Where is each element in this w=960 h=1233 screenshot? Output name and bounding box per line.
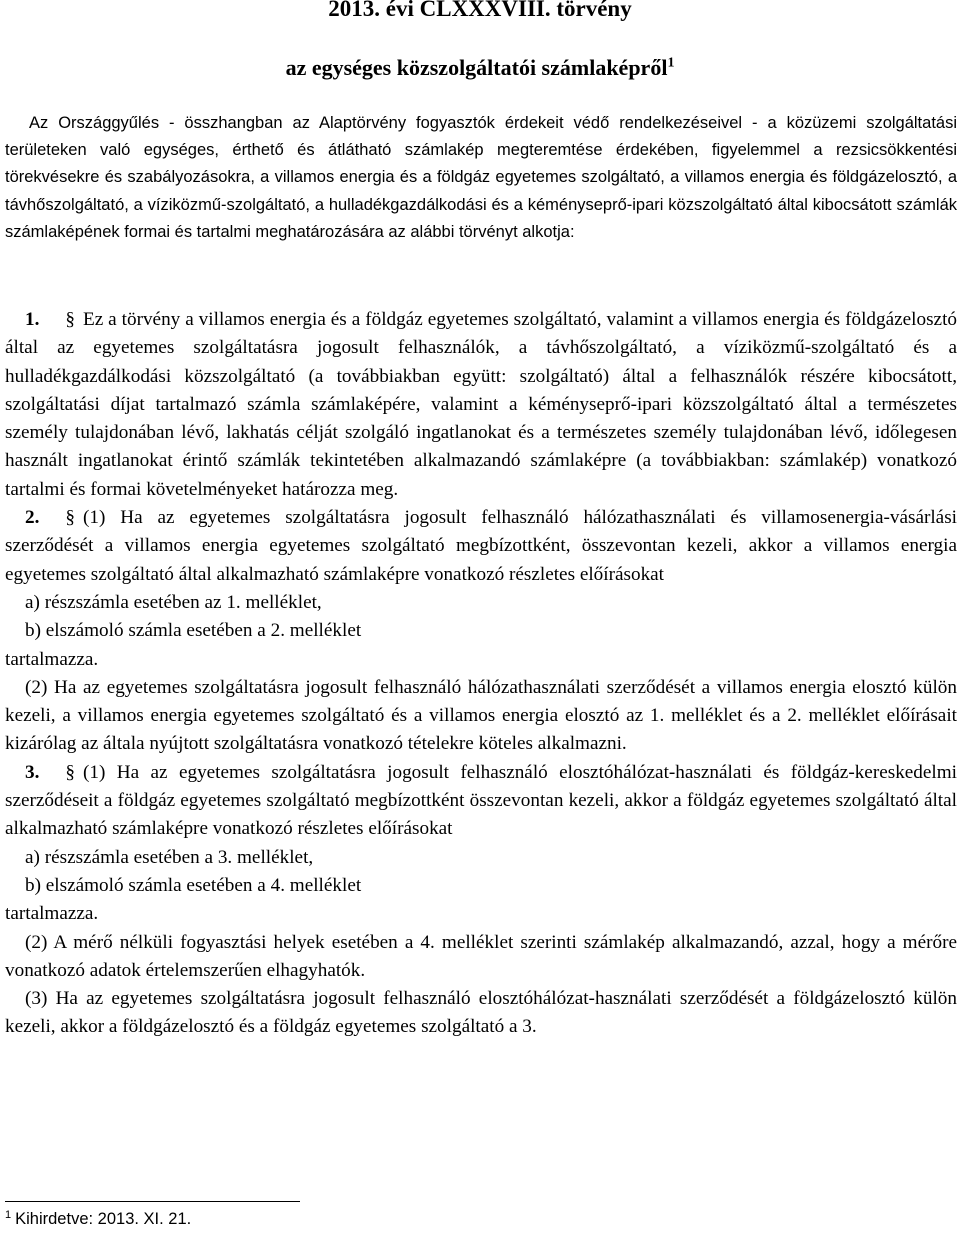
section-3 (5, 759, 957, 844)
list-item: b) elszámoló számla esetében a 2. melléklet (25, 620, 362, 642)
footnote-reference[interactable]: 1 (667, 55, 675, 71)
section-sign: § (65, 309, 75, 330)
preamble (5, 110, 957, 246)
footnote (5, 1208, 191, 1230)
section-number: 3. (25, 761, 40, 783)
closing-text: tartalmazza. (5, 903, 99, 925)
section-number: 2. (25, 507, 40, 529)
list-item: a) részszámla esetében az 1. melléklet, (25, 591, 322, 613)
section-1 (5, 306, 957, 504)
section-sign: § (65, 761, 75, 783)
list-item: b) elszámoló számla esetében a 4. melléklet (25, 874, 362, 896)
section-text: Ez a törvény a villamos energia és a földgáz egyetemes szolgáltató, valamint a villamos energia és földgázelosztó által az egyetemes szolgáltatásra jogosult felhasználók, a távhőszolgáltató, a víziközmű-szolgáltató és a hulladékgazdálkodási közszolgáltató (a továbbiakban együtt: szolgáltató) által a felhasználók részére kibocsátott, szolgáltatási díjat tartalmazó számla számlaképére, valamint a kéményseprő-ipari közszolgáltató által a természetes személy tulajdonában lévő, lakhatás célját szolgáló ingatlanokat és a természetes személy tulajdonában lévő, időlegesen használt ingatlanokat érintő számlák tekintetében alkalmazandó számlaképre (a továbbiakban: számlakép) vonatkozó tartalmi és formai követelményeket határozza meg. (5, 309, 957, 500)
law-title: 2013. évi CLXXXVIII. törvény (328, 0, 632, 21)
section-text: (1) Ha az egyetemes szolgáltatásra jogosult felhasználó hálózathasználati és villamosenergia-vásárlási szerződését a villamos energia egyetemes szolgáltató megbízottként, összevontan kezeli, akkor a villamos energia egyetemes szolgáltató által alkalmazható számlaképre vonatkozó részletes előírásokat (5, 507, 957, 585)
sub-paragraph: (3) Ha az egyetemes szolgáltatásra jogosult felhasználó elosztóhálózat-használati szerződését a földgázelosztó külön kezeli, akkor a földgázelosztó és a földgáz egyetemes szolgáltató a 3. (5, 988, 957, 1038)
law-subtitle (0, 53, 960, 83)
section-text: (1) Ha az egyetemes szolgáltatásra jogosult felhasználó elosztóhálózat-használati és földgáz-kereskedelmi szerződéseit a földgáz egyetemes szolgáltató megbízottként összevontan kezeli, akkor a földgáz egyetemes szolgáltató által alkalmazható számlaképre vonatkozó részletes előírásokat (5, 761, 957, 840)
footnote-mark: 1 (5, 1208, 12, 1221)
closing-text: tartalmazza. (5, 648, 99, 670)
sub-paragraph: (2) Ha az egyetemes szolgáltatásra jogosult felhasználó hálózathasználati szerződését a villamos energia elosztó külön kezeli, a villamos energia egyetemes szolgáltató és a villamos energia elosztó az 1. melléklet és a 2. melléklet előírásait kizárólag az általa nyújtott szolgáltatásra vonatkozó tételekre köteles alkalmazni. (5, 676, 957, 755)
footnote-divider (5, 1201, 300, 1202)
section-number: 1. (25, 309, 40, 330)
preamble-text: Az Országgyűlés - összhangban az Alaptörvény fogyasztók érdekeit védő rendelkezéseivel - a közüzemi szolgáltatási területeken való egységes, érthető és átlátható számlakép megteremtése érdekében, figyelemmel a rezsicsökkentési törekvésekre és szabályozásokra, a villamos energia és a földgáz egyetemes szolgáltató, a villamos energia és földgázelosztó, a távhőszolgáltató, a víziközmű-szolgáltató, a hulladékgazdálkodási és a kéményseprő-ipari közszolgáltató által kibocsátott számlák számlaképének formai és tartalmi meghatározására az alábbi törvényt alkotja: (5, 114, 957, 241)
law-body (5, 306, 957, 1042)
law-subtitle-text: az egységes közszolgáltatói számlaképről (285, 55, 668, 80)
sub-paragraph: (2) A mérő nélküli fogyasztási helyek esetében a 4. melléklet szerinti számlakép alkalmazandó, azzal, hogy a mérőre vonatkozó adatok értelemszerűen elhagyhatók. (5, 931, 957, 981)
section-sign: § (65, 507, 75, 529)
footnote-text: Kihirdetve: 2013. XI. 21. (15, 1210, 192, 1228)
list-item: a) részszámla esetében a 3. melléklet, (25, 846, 314, 868)
section-2 (5, 504, 957, 589)
